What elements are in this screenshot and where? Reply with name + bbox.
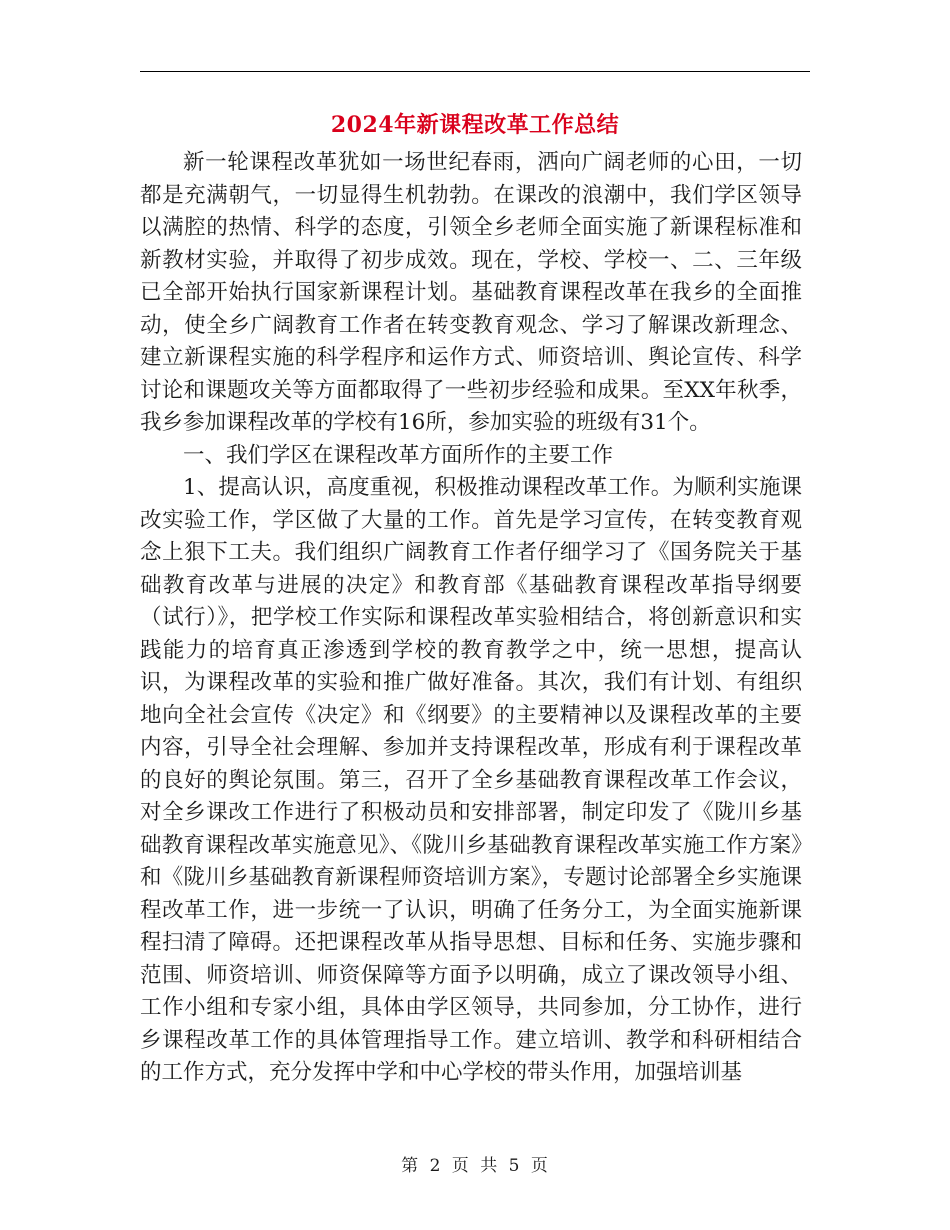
header-rule <box>140 71 810 72</box>
document-title: 2024年新课程改革工作总结 <box>330 112 620 138</box>
paragraph-section-1: 1、提高认识，高度重视，积极推动课程改革工作。为顺利实施课改实验工作，学区做了大量的工作。首先是学习宣传，在转变教育观念上狠下工夫。我们组织广阔教育工作者仔细学习了《国务院关于基础教育改革与进展的决定》和教育部《基础教育课程改革指导纲要（试行）》，把学校工作实际和课程改革实验相结合，将创新意识和实践能力的培育真正渗透到学校的教育教学之中，统一思想，提高认识，为课程改革的实验和推广做好准备。其次，我们有计划、有组织地向全社会宣传《决定》和《纲要》的主要精神以及课程改革的主要内容，引导全社会理解、参加并支持课程改革，形成有利于课程改革的良好的舆论氛围。第三，召开了全乡基础教育课程改革工作会议，对全乡课改工作进行了积极动员和安排部署，制定印发了《陇川乡基础教育课程改革实施意见》、《陇川乡基础教育课程改革实施工作方案》和《陇川乡基础教育新课程师资培训方案》，专题讨论部署全乡实施课程改革工作，进一步统一了认识，明确了任务分工，为全面实施新课程扫清了障碍。还把课程改革从指导思想、目标和任务、实施步骤和范围、师资培训、师资保障等方面予以明确，成立了课改领导小组、工作小组和专家小组，具体由学区领导，共同参加，分工协作，进行乡课程改革工作的具体管理指导工作。建立培训、教学和科研相结合的工作方式，充分发挥中学和中心学校的带头作用，加强培训基 <box>140 475 802 1085</box>
section-heading: 一、我们学区在课程改革方面所作的主要工作 <box>183 442 614 468</box>
document-body <box>140 147 802 1090</box>
paragraph-intro: 新一轮课程改革犹如一场世纪春雨，洒向广阔老师的心田，一切都是充满朝气，一切显得生机勃勃。在课改的浪潮中，我们学区领导以满腔的热情、科学的态度，引领全乡老师全面实施了新课程标准和新教材实验，并取得了初步成效。现在，学校、学校一、二、三年级已全部开始执行国家新课程计划。基础教育课程改革在我乡的全面推动，使全乡广阔教育工作者在转变教育观念、学习了解课改新理念、建立新课程实施的科学程序和运作方式、师资培训、舆论宣传、科学讨论和课题攻关等方面都取得了一些初步经验和成果。至XX年秋季，我乡参加课程改革的学校有16所，参加实验的班级有31个。 <box>140 150 802 435</box>
page-number-footer: 第 2 页 共 5 页 <box>401 1156 549 1176</box>
